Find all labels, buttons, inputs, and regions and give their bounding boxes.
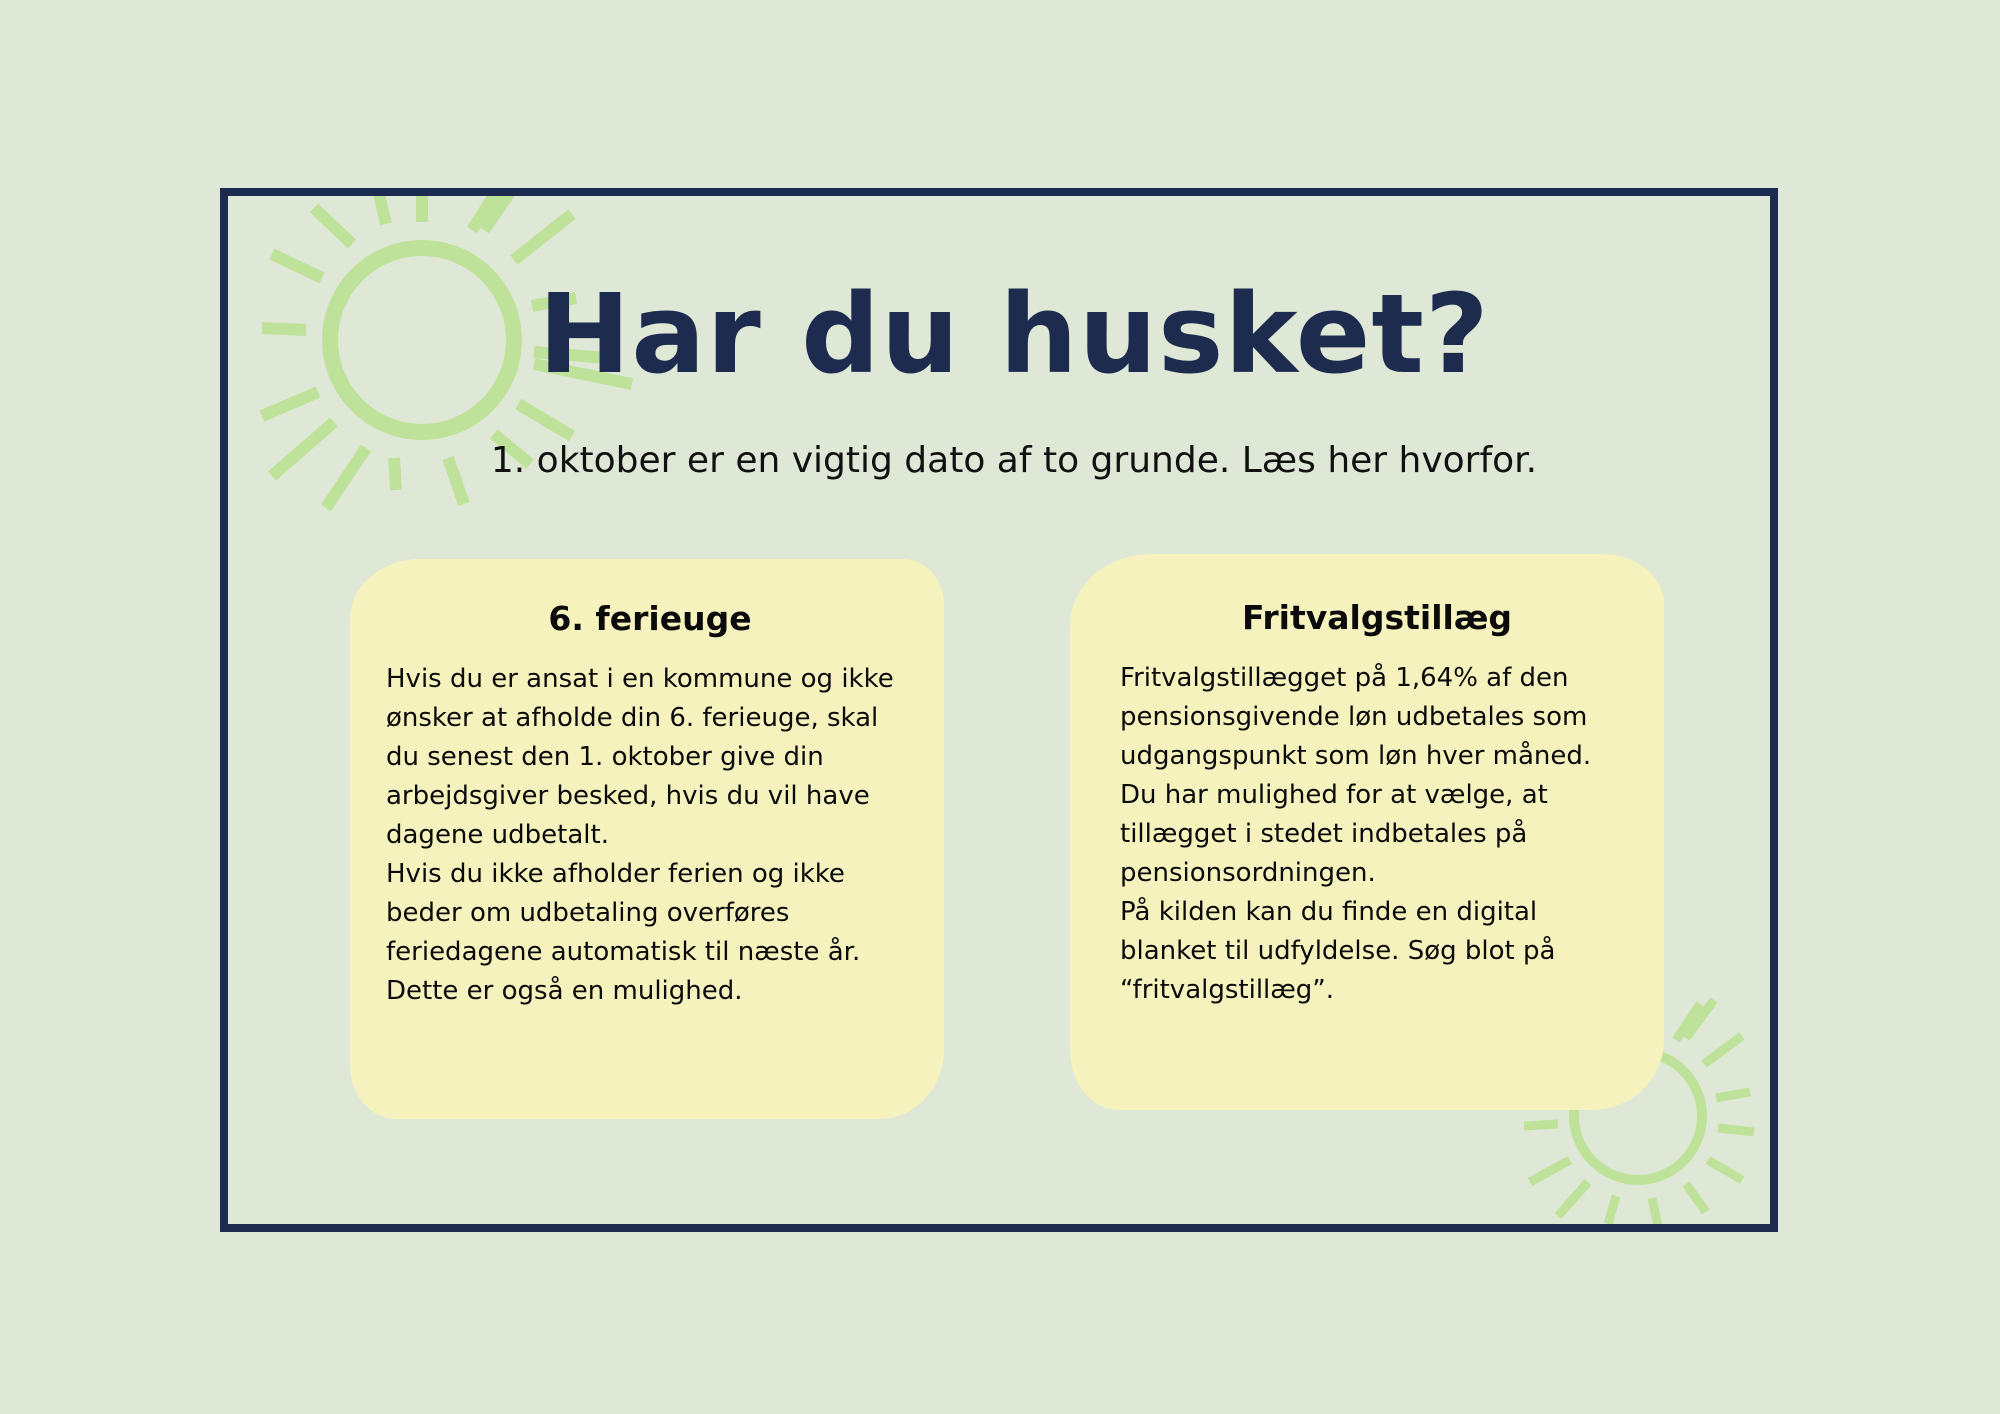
card-body-text: Fritvalgstillægget på 1,64% af den pensionsgivende løn udbetales som udgangspunkt som løn hver måned. Du har mulighed for at vælge, at tillægget i stedet indbetales på pensionsordningen. På kilden kan du finde en digital blanket til udfyldelse. Søg blot på “fritvalgstillæg”.	[1120, 663, 1592, 1005]
page-title: Har du husket?	[538, 270, 1490, 398]
card-body-text: Hvis du er ansat i en kommune og ikke ønsker at afholde din 6. ferieuge, skal du senest den 1. oktober give din arbejdsgiver besked, hvis du vil have dagene udbetalt. Hvis du ikke afholder ferien og ikke beder om udbetaling overføres feriedagene automatisk til næste år. Dette er også en mulighed.	[386, 664, 894, 1006]
page-subtitle: 1. oktober er en vigtig dato af to grunde. Læs her hvorfor.	[490, 440, 1538, 481]
card-heading: 6. ferieuge	[548, 599, 752, 638]
info-card-6-ferieuge	[350, 559, 944, 1119]
info-card-fritvalgstillaeg	[1070, 554, 1664, 1110]
poster-frame	[220, 188, 1778, 1232]
card-heading: Fritvalgstillæg	[1241, 598, 1513, 637]
